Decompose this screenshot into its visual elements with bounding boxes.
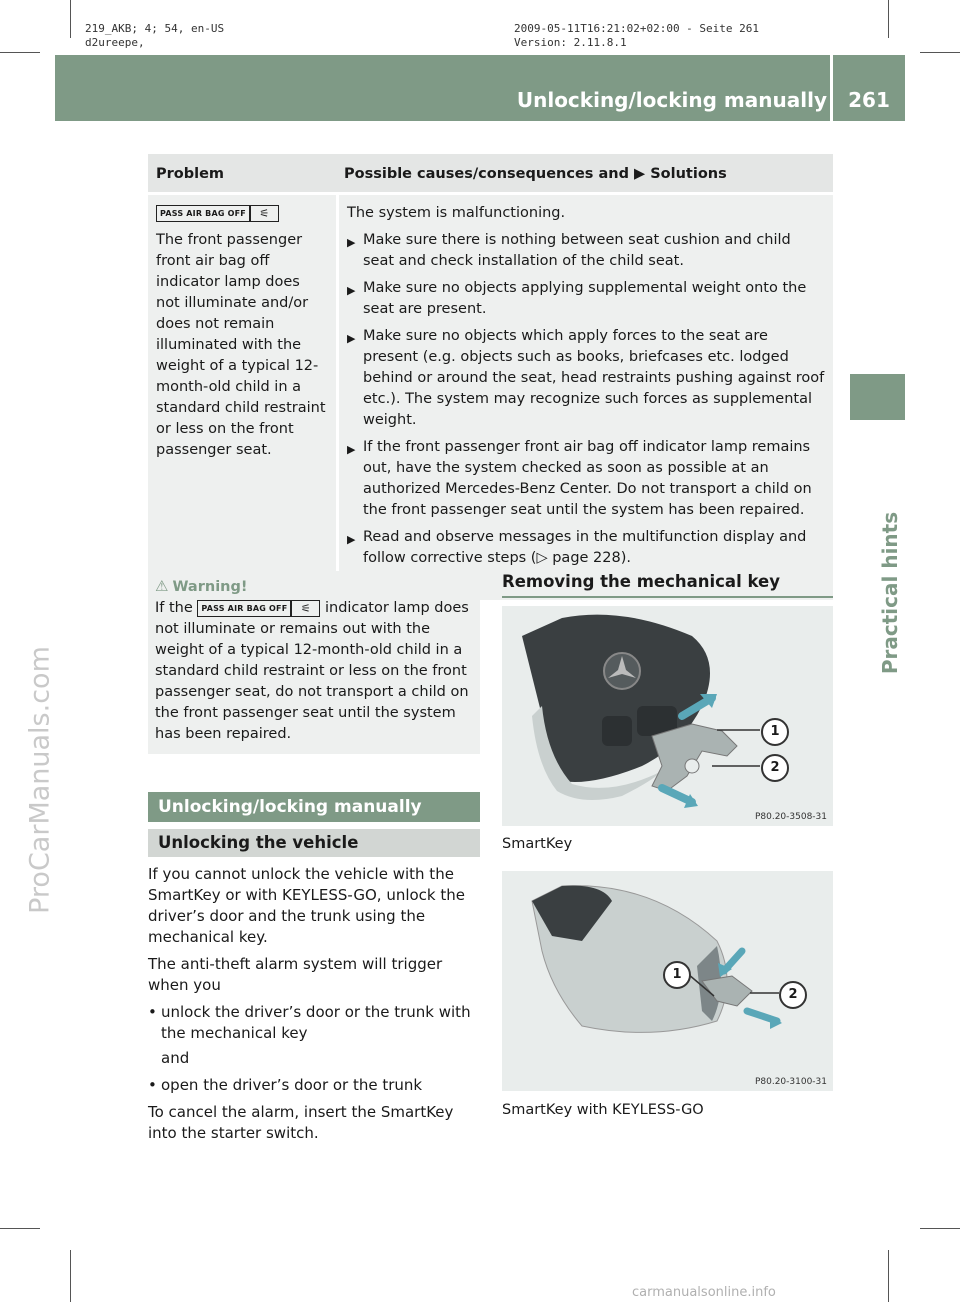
warning-box	[148, 571, 480, 754]
step-text: Read and observe messages in the multifunction display and follow corrective steps (▷ page 228).	[363, 529, 807, 566]
crop-mark	[70, 1250, 71, 1302]
crop-mark	[888, 1250, 889, 1302]
meta-line: d2ureepe,	[85, 36, 145, 49]
chapter-label: Practical hints	[878, 511, 902, 675]
smartkey-illustration	[502, 606, 833, 826]
step-text: Make sure no objects which apply forces to the seat are present (e.g. objects such as books, briefcases etc. lodged behind or around the seat, head restraints pushing against roof etc.). The system may recognize such forces as supplemental weight.	[363, 328, 825, 428]
callout-2: 2	[761, 754, 789, 782]
step-text: Make sure there is nothing between seat cushion and child seat and check installation of the child seat.	[363, 232, 791, 269]
arrow-icon: ▶	[347, 332, 356, 345]
col-header-text: Possible causes/consequences and	[344, 166, 629, 182]
col-header-problem: Problem	[156, 166, 225, 182]
page-number: 261	[848, 88, 890, 112]
callout-2: 2	[779, 981, 807, 1009]
child-seat-icon: ⚟	[291, 600, 320, 617]
paragraph: If you cannot unlock the vehicle with the SmartKey or with KEYLESS-GO, unlock the driver’s door and the trunk using the mechanical key.	[148, 865, 465, 946]
crop-mark	[920, 1228, 960, 1229]
figure-caption: SmartKey with KEYLESS-GO	[502, 1102, 704, 1118]
crop-mark	[0, 52, 40, 53]
cause-text: The system is malfunctioning.	[347, 205, 566, 221]
bullet-icon: •	[148, 1003, 157, 1021]
step-text: Make sure no objects applying supplemental weight onto the seat are present.	[363, 280, 807, 317]
subsection-heading: Unlocking the vehicle	[148, 829, 480, 857]
warning-title	[155, 576, 473, 598]
arrow-icon: ▶	[347, 236, 356, 249]
crop-mark	[888, 0, 889, 38]
bullet-icon: •	[148, 1076, 157, 1094]
page-title: Unlocking/locking manually	[516, 88, 827, 112]
list-item	[347, 326, 825, 431]
bullet-text: unlock the driver’s door or the trunk with the mechanical key	[161, 1003, 471, 1042]
problem-text: The front passenger front air bag off indicator lamp does not illuminate and/or does not remain illuminated with the weight of a typical 12-month-old child in a standard child restraint or less on the front passenger seat.	[156, 232, 326, 458]
bullet-text: open the driver’s door or the trunk	[161, 1076, 423, 1094]
smartkey-figure	[502, 606, 833, 826]
footer-watermark: carmanualsonline.info	[632, 1285, 776, 1300]
watermark: ProCarManuals.com	[24, 646, 56, 914]
callout-1: 1	[663, 961, 691, 989]
warning-title-text: Warning!	[172, 579, 248, 595]
meta-line: 2009-05-11T16:21:02+02:00 - Seite 261	[514, 22, 760, 35]
warning-icon: ⚠	[155, 577, 169, 595]
figure-caption: SmartKey	[502, 836, 573, 852]
header-separator	[830, 55, 833, 121]
list-item	[347, 230, 825, 272]
table-row	[148, 195, 833, 600]
print-meta-left	[85, 22, 224, 50]
problem-cell	[148, 195, 336, 600]
problem-table	[148, 154, 833, 600]
list-item	[347, 527, 825, 569]
col-header-solutions	[336, 154, 833, 192]
figure-code: P80.20-3508-31	[754, 812, 827, 822]
figure-code: P80.20-3100-31	[754, 1077, 827, 1087]
print-meta-right	[514, 22, 759, 50]
warning-text	[155, 598, 473, 745]
pass-airbag-off-icon: PASS AIR BAG OFF	[197, 600, 291, 617]
right-heading: Removing the mechanical key	[502, 570, 833, 598]
child-seat-icon: ⚟	[250, 205, 279, 222]
section-body	[148, 864, 483, 1150]
meta-line: 219_AKB; 4; 54, en-US	[85, 22, 225, 35]
conjunction: and	[161, 1049, 190, 1067]
solution-cell	[336, 195, 833, 600]
arrow-icon: ▶	[347, 443, 356, 456]
crop-mark	[0, 1228, 40, 1229]
list-item	[148, 1002, 483, 1044]
step-text: If the front passenger front air bag off indicator lamp remains out, have the system checked as soon as possible at an authorized Mercedes-Benz Center. Do not transport a child on the front passenger seat until the system has been repaired.	[363, 439, 812, 518]
crop-mark	[920, 52, 960, 53]
crop-mark	[70, 0, 71, 38]
pass-airbag-off-icon: PASS AIR BAG OFF	[156, 205, 250, 222]
paragraph: To cancel the alarm, insert the SmartKey into the starter switch.	[148, 1103, 454, 1142]
warning-text-part: indicator lamp does not illuminate or remains out with the weight of a typical 12-month-old child in a standard child restraint or less on the front passenger seat, do not transport a child on the front passenger seat until the system has been repaired.	[155, 600, 469, 742]
arrow-icon: ▶	[347, 533, 356, 546]
arrow-icon: ▶	[347, 284, 356, 297]
keyless-go-figure	[502, 871, 833, 1091]
chapter-tab	[850, 374, 905, 420]
section-heading: Unlocking/locking manually	[148, 792, 480, 822]
table-header	[148, 154, 833, 192]
list-item	[347, 437, 825, 521]
list-item	[347, 278, 825, 320]
paragraph: The anti-theft alarm system will trigger when you	[148, 955, 443, 994]
col-header-text: Solutions	[650, 166, 727, 182]
meta-line: Version: 2.11.8.1	[514, 36, 627, 49]
callout-1: 1	[761, 718, 789, 746]
warning-text-part: If the	[155, 600, 193, 616]
arrow-icon: ▶	[634, 166, 646, 182]
list-item	[148, 1075, 483, 1096]
